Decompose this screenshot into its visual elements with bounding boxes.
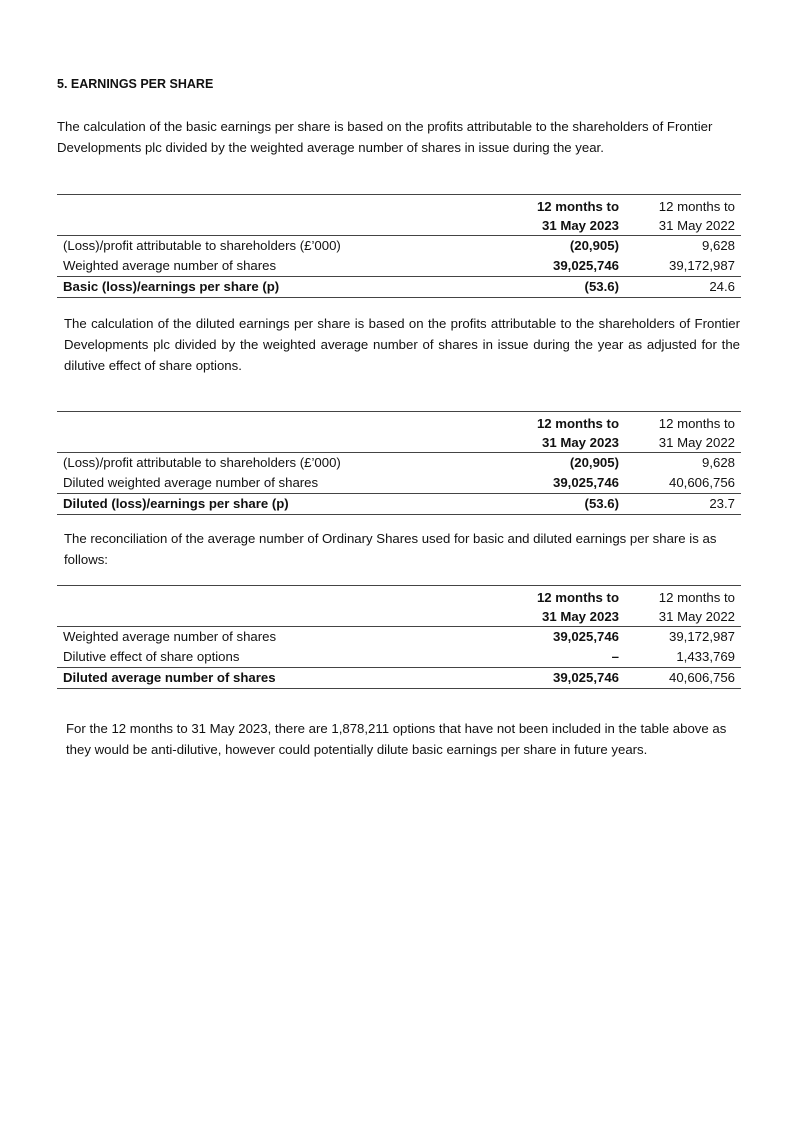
row-label: (Loss)/profit attributable to shareholders (£’000) <box>57 236 509 257</box>
current-value: 39,025,746 <box>552 475 619 490</box>
table-header-row <box>57 433 741 453</box>
current-value: (20,905) <box>509 236 625 257</box>
prior-value: 1,433,769 <box>676 649 735 664</box>
prior-value: 23.7 <box>625 494 741 515</box>
header-current-date: 31 May 2023 <box>542 218 619 233</box>
header-current-period: 12 months to <box>509 586 625 608</box>
table-header-row <box>57 412 741 434</box>
header-prior-date: 31 May 2022 <box>658 218 735 233</box>
header-blank-cell <box>57 433 509 453</box>
header-current-period: 12 months to <box>509 195 625 217</box>
prior-value: 39,172,987 <box>625 627 741 648</box>
row-label: Weighted average number of shares <box>57 627 509 648</box>
header-current-date: 31 May 2023 <box>542 435 619 450</box>
table-header-row <box>57 607 741 627</box>
table-total-row <box>57 668 741 689</box>
row-label: Diluted (loss)/earnings per share (p) <box>57 494 509 515</box>
prior-value: 39,172,987 <box>668 258 735 273</box>
table-row <box>57 236 741 257</box>
header-prior-period: 12 months to <box>625 412 741 434</box>
header-prior-date: 31 May 2022 <box>658 609 735 624</box>
header-blank-cell <box>57 195 509 217</box>
prior-value: 9,628 <box>625 453 741 474</box>
header-blank-cell <box>57 412 509 434</box>
table-row <box>57 473 741 494</box>
prior-value: 24.6 <box>625 277 741 298</box>
diluted-eps-table <box>57 411 741 515</box>
section-heading: 5. EARNINGS PER SHARE <box>57 77 214 91</box>
diluted-eps-intro-paragraph: The calculation of the diluted earnings per share is based on the profits attributable to the shareholders of Frontier Developments plc divided by the weighted average number of shares in issue during the year as adjusted for the dilutive effect of share options. <box>64 316 740 373</box>
header-prior-period: 12 months to <box>625 195 741 217</box>
prior-value: 40,606,756 <box>668 475 735 490</box>
table-row <box>57 256 741 277</box>
current-value: – <box>611 649 619 664</box>
basic-eps-table <box>57 194 741 298</box>
current-value: (53.6) <box>509 494 625 515</box>
table-total-row <box>57 494 741 515</box>
prior-value: 9,628 <box>625 236 741 257</box>
reconciliation-intro-paragraph: The reconciliation of the average number of Ordinary Shares used for basic and diluted earnings per share is as follows: <box>64 531 717 567</box>
header-blank-cell <box>57 216 509 236</box>
row-label: Diluted average number of shares <box>57 668 509 689</box>
row-label: Basic (loss)/earnings per share (p) <box>57 277 509 298</box>
table-row <box>57 453 741 474</box>
basic-eps-intro-paragraph: The calculation of the basic earnings per share is based on the profits attributable to the shareholders of Frontier Developments plc divided by the weighted average number of shares in issue during the year. <box>57 119 713 155</box>
row-label: Weighted average number of shares <box>63 258 277 273</box>
table-row <box>57 627 741 648</box>
header-blank-cell <box>57 586 509 608</box>
header-prior-date: 31 May 2022 <box>658 435 735 450</box>
row-label: Diluted weighted average number of shares <box>63 475 319 490</box>
current-value: 39,025,746 <box>509 668 625 689</box>
table-header-row <box>57 195 741 217</box>
table-row <box>57 647 741 668</box>
prior-value: 40,606,756 <box>625 668 741 689</box>
table-total-row <box>57 277 741 298</box>
header-blank-cell <box>57 607 509 627</box>
row-label: (Loss)/profit attributable to shareholders (£’000) <box>57 453 509 474</box>
header-current-date: 31 May 2023 <box>542 609 619 624</box>
current-value: 39,025,746 <box>509 627 625 648</box>
row-label: Dilutive effect of share options <box>63 649 240 664</box>
current-value: 39,025,746 <box>552 258 619 273</box>
anti-dilutive-footnote: For the 12 months to 31 May 2023, there are 1,878,211 options that have not been included in the table above as they would be anti-dilutive, however could potentially dilute basic earnings per share in future years. <box>66 721 727 757</box>
header-current-period: 12 months to <box>509 412 625 434</box>
reconciliation-table <box>57 585 741 689</box>
header-prior-period: 12 months to <box>625 586 741 608</box>
table-header-row <box>57 216 741 236</box>
table-header-row <box>57 586 741 608</box>
current-value: (53.6) <box>509 277 625 298</box>
current-value: (20,905) <box>509 453 625 474</box>
